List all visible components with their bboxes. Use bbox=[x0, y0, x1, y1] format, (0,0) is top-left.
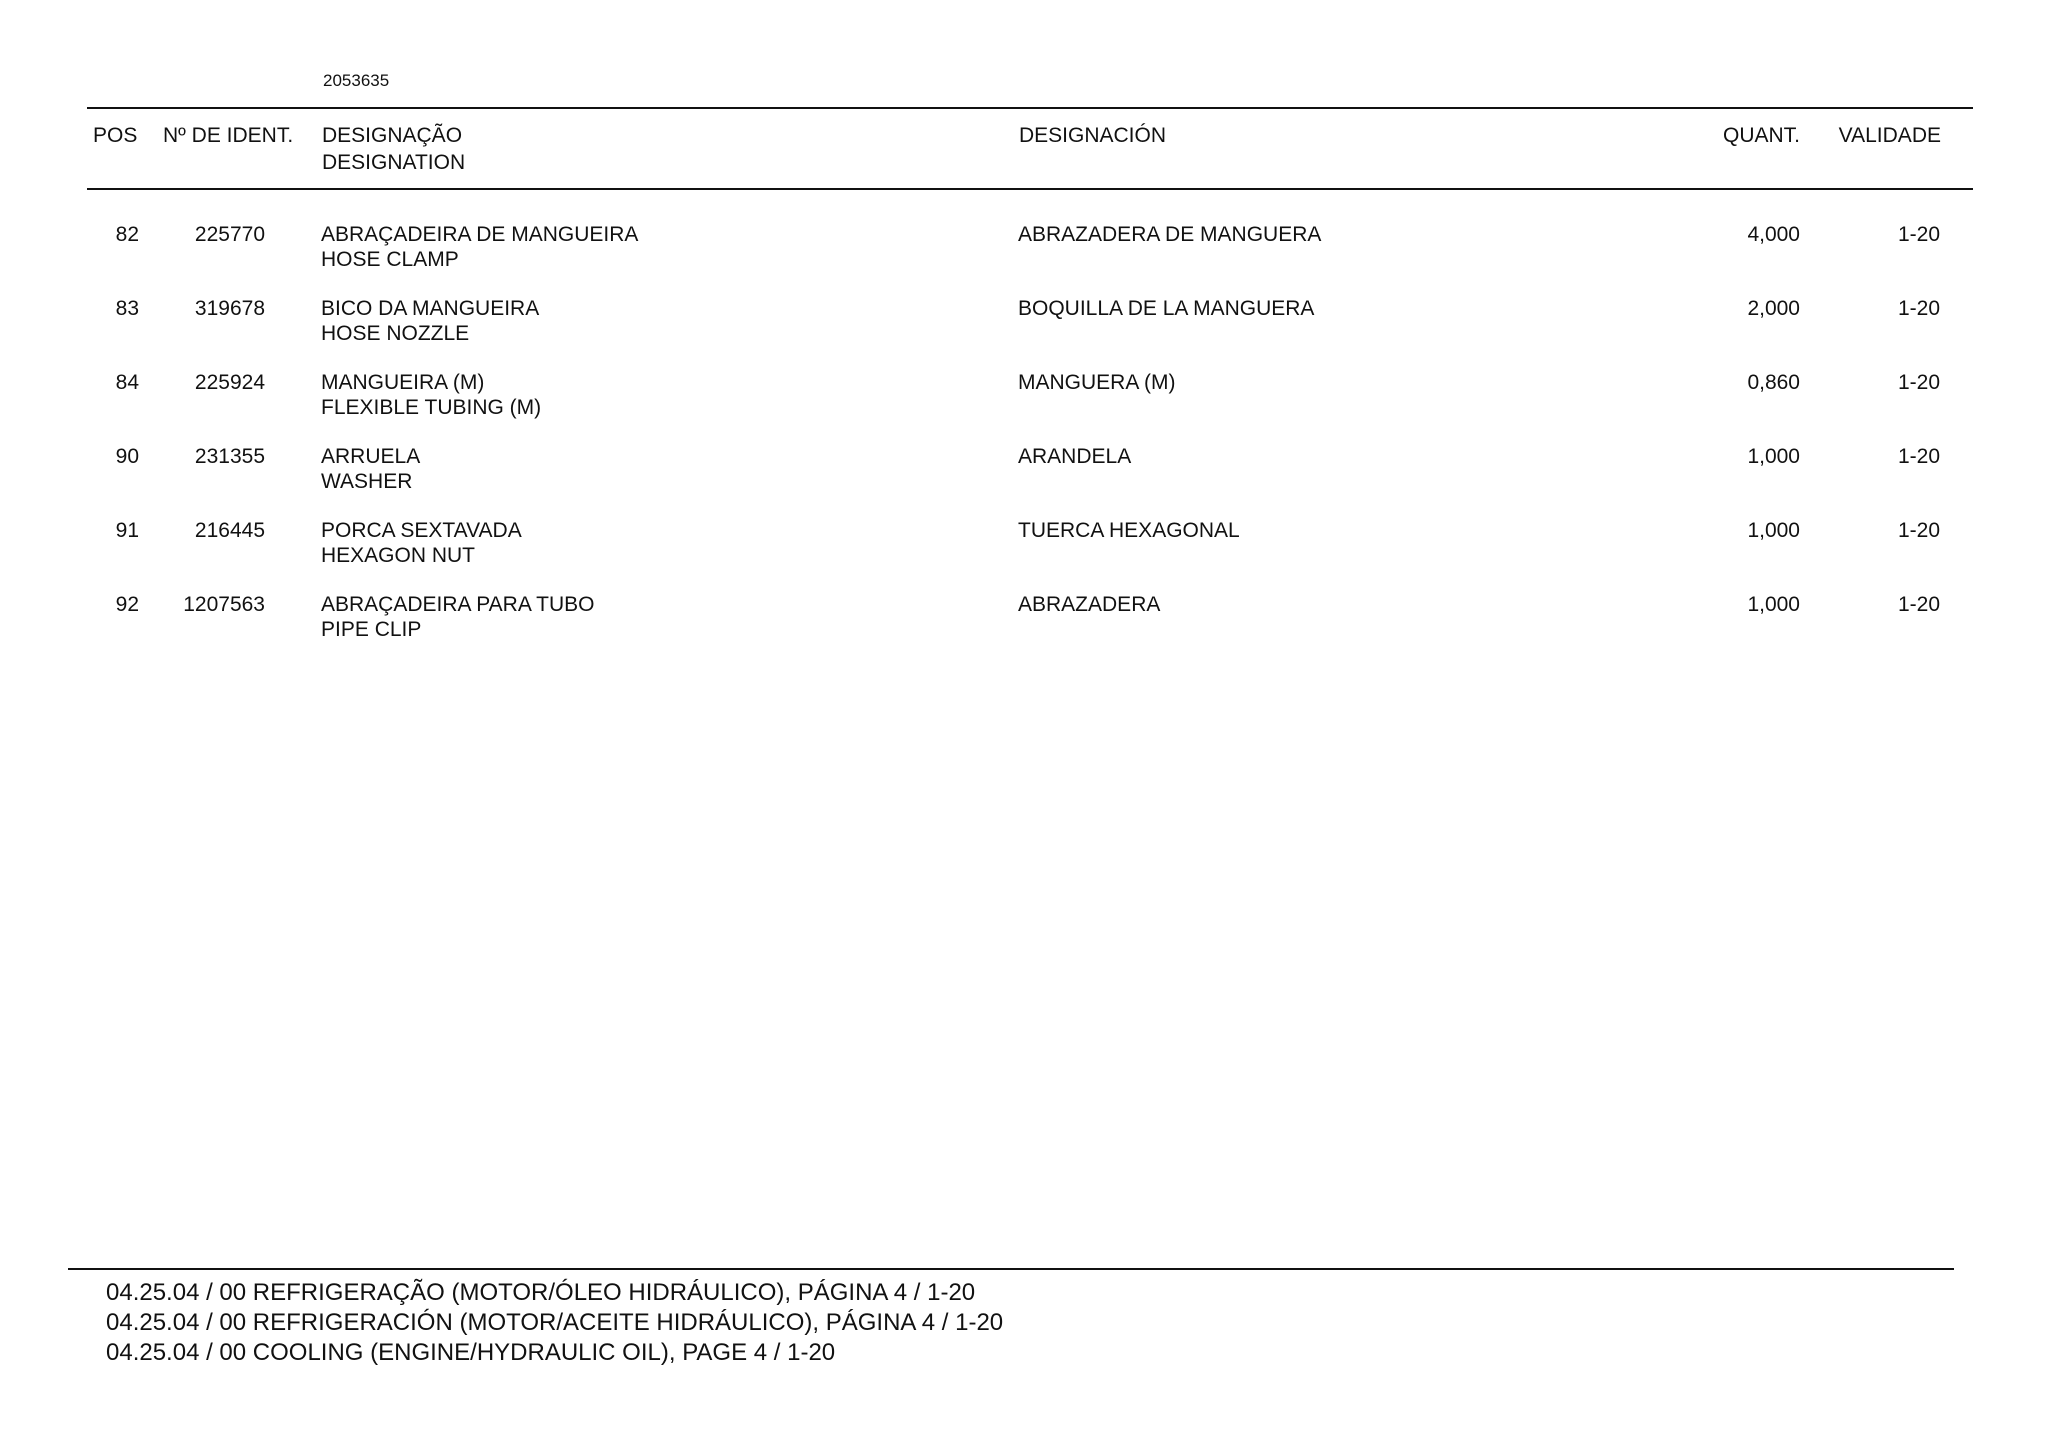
row-designation-es: BOQUILLA DE LA MANGUERA bbox=[1018, 297, 1315, 320]
row-designation-pt: BICO DA MANGUEIRA bbox=[321, 297, 540, 320]
row-validity: 1-20 bbox=[1897, 445, 1940, 468]
row-designation-pt: PORCA SEXTAVADA bbox=[321, 519, 522, 542]
header-divider bbox=[87, 188, 1973, 190]
row-validity: 1-20 bbox=[1897, 519, 1940, 542]
header-designation-pt-en bbox=[322, 122, 465, 176]
row-pos: 92 bbox=[115, 593, 139, 616]
table-row bbox=[0, 518, 2048, 592]
header-designation-en: DESIGNATION bbox=[322, 151, 466, 174]
table-row bbox=[0, 370, 2048, 444]
header-validity: VALIDADE bbox=[1838, 124, 1941, 147]
row-designation-pt: ABRAÇADEIRA DE MANGUEIRA bbox=[321, 223, 639, 246]
row-designation bbox=[321, 296, 539, 346]
header-ident: Nº DE IDENT. bbox=[163, 124, 294, 147]
footer-line-pt: 04.25.04 / 00 REFRIGERAÇÃO (MOTOR/ÓLEO HIDRÁULICO), PÁGINA 4 / 1-20 bbox=[106, 1279, 976, 1306]
row-designation-en: WASHER bbox=[321, 470, 413, 493]
table-row bbox=[0, 222, 2048, 296]
parts-table-body bbox=[0, 222, 2048, 666]
row-designation-pt: ABRAÇADEIRA PARA TUBO bbox=[321, 593, 595, 616]
row-designation-es: MANGUERA (M) bbox=[1018, 371, 1176, 394]
table-row bbox=[0, 444, 2048, 518]
row-pos: 82 bbox=[115, 223, 139, 246]
row-designation bbox=[321, 592, 594, 642]
row-quant: 1,000 bbox=[1747, 593, 1800, 616]
row-quant: 1,000 bbox=[1747, 519, 1800, 542]
header-quant: QUANT. bbox=[1722, 124, 1800, 147]
row-designation bbox=[321, 444, 420, 494]
top-divider bbox=[87, 107, 1973, 109]
row-designation bbox=[321, 370, 541, 420]
row-designation bbox=[321, 222, 638, 272]
document-id: 2053635 bbox=[323, 71, 390, 90]
row-designation-pt: MANGUEIRA (M) bbox=[321, 371, 485, 394]
row-pos: 91 bbox=[115, 519, 139, 542]
row-validity: 1-20 bbox=[1897, 371, 1940, 394]
header-designation-es: DESIGNACIÓN bbox=[1019, 124, 1167, 147]
footer-line-es: 04.25.04 / 00 REFRIGERACIÓN (MOTOR/ACEITE HIDRÁULICO), PÁGINA 4 / 1-20 bbox=[106, 1309, 1004, 1336]
row-validity: 1-20 bbox=[1897, 223, 1940, 246]
row-quant: 4,000 bbox=[1747, 223, 1800, 246]
page-footer bbox=[106, 1278, 1003, 1368]
row-designation bbox=[321, 518, 522, 568]
row-designation-en: HEXAGON NUT bbox=[321, 544, 476, 567]
row-designation-en: FLEXIBLE TUBING (M) bbox=[321, 396, 542, 419]
row-ident: 1207563 bbox=[183, 593, 265, 616]
row-quant: 2,000 bbox=[1747, 297, 1800, 320]
table-row bbox=[0, 296, 2048, 370]
row-designation-en: HOSE NOZZLE bbox=[321, 322, 470, 345]
row-quant: 0,860 bbox=[1747, 371, 1800, 394]
row-designation-es: ABRAZADERA bbox=[1018, 593, 1161, 616]
row-ident: 216445 bbox=[194, 519, 265, 542]
row-validity: 1-20 bbox=[1897, 297, 1940, 320]
row-quant: 1,000 bbox=[1747, 445, 1800, 468]
row-designation-en: PIPE CLIP bbox=[321, 618, 422, 641]
footer-line-en: 04.25.04 / 00 COOLING (ENGINE/HYDRAULIC OIL), PAGE 4 / 1-20 bbox=[106, 1339, 836, 1366]
row-pos: 83 bbox=[115, 297, 139, 320]
table-row bbox=[0, 592, 2048, 666]
row-designation-es: TUERCA HEXAGONAL bbox=[1018, 519, 1240, 542]
header-designation-pt: DESIGNAÇÃO bbox=[322, 124, 463, 147]
row-pos: 90 bbox=[115, 445, 139, 468]
row-ident: 231355 bbox=[194, 445, 265, 468]
header-pos: POS bbox=[93, 124, 138, 147]
row-designation-en: HOSE CLAMP bbox=[321, 248, 459, 271]
row-designation-pt: ARRUELA bbox=[321, 445, 421, 468]
footer-divider bbox=[68, 1268, 1954, 1270]
row-ident: 225924 bbox=[194, 371, 265, 394]
row-designation-es: ARANDELA bbox=[1018, 445, 1132, 468]
row-ident: 319678 bbox=[194, 297, 265, 320]
row-validity: 1-20 bbox=[1897, 593, 1940, 616]
row-ident: 225770 bbox=[194, 223, 265, 246]
row-designation-es: ABRAZADERA DE MANGUERA bbox=[1018, 223, 1322, 246]
row-pos: 84 bbox=[115, 371, 139, 394]
